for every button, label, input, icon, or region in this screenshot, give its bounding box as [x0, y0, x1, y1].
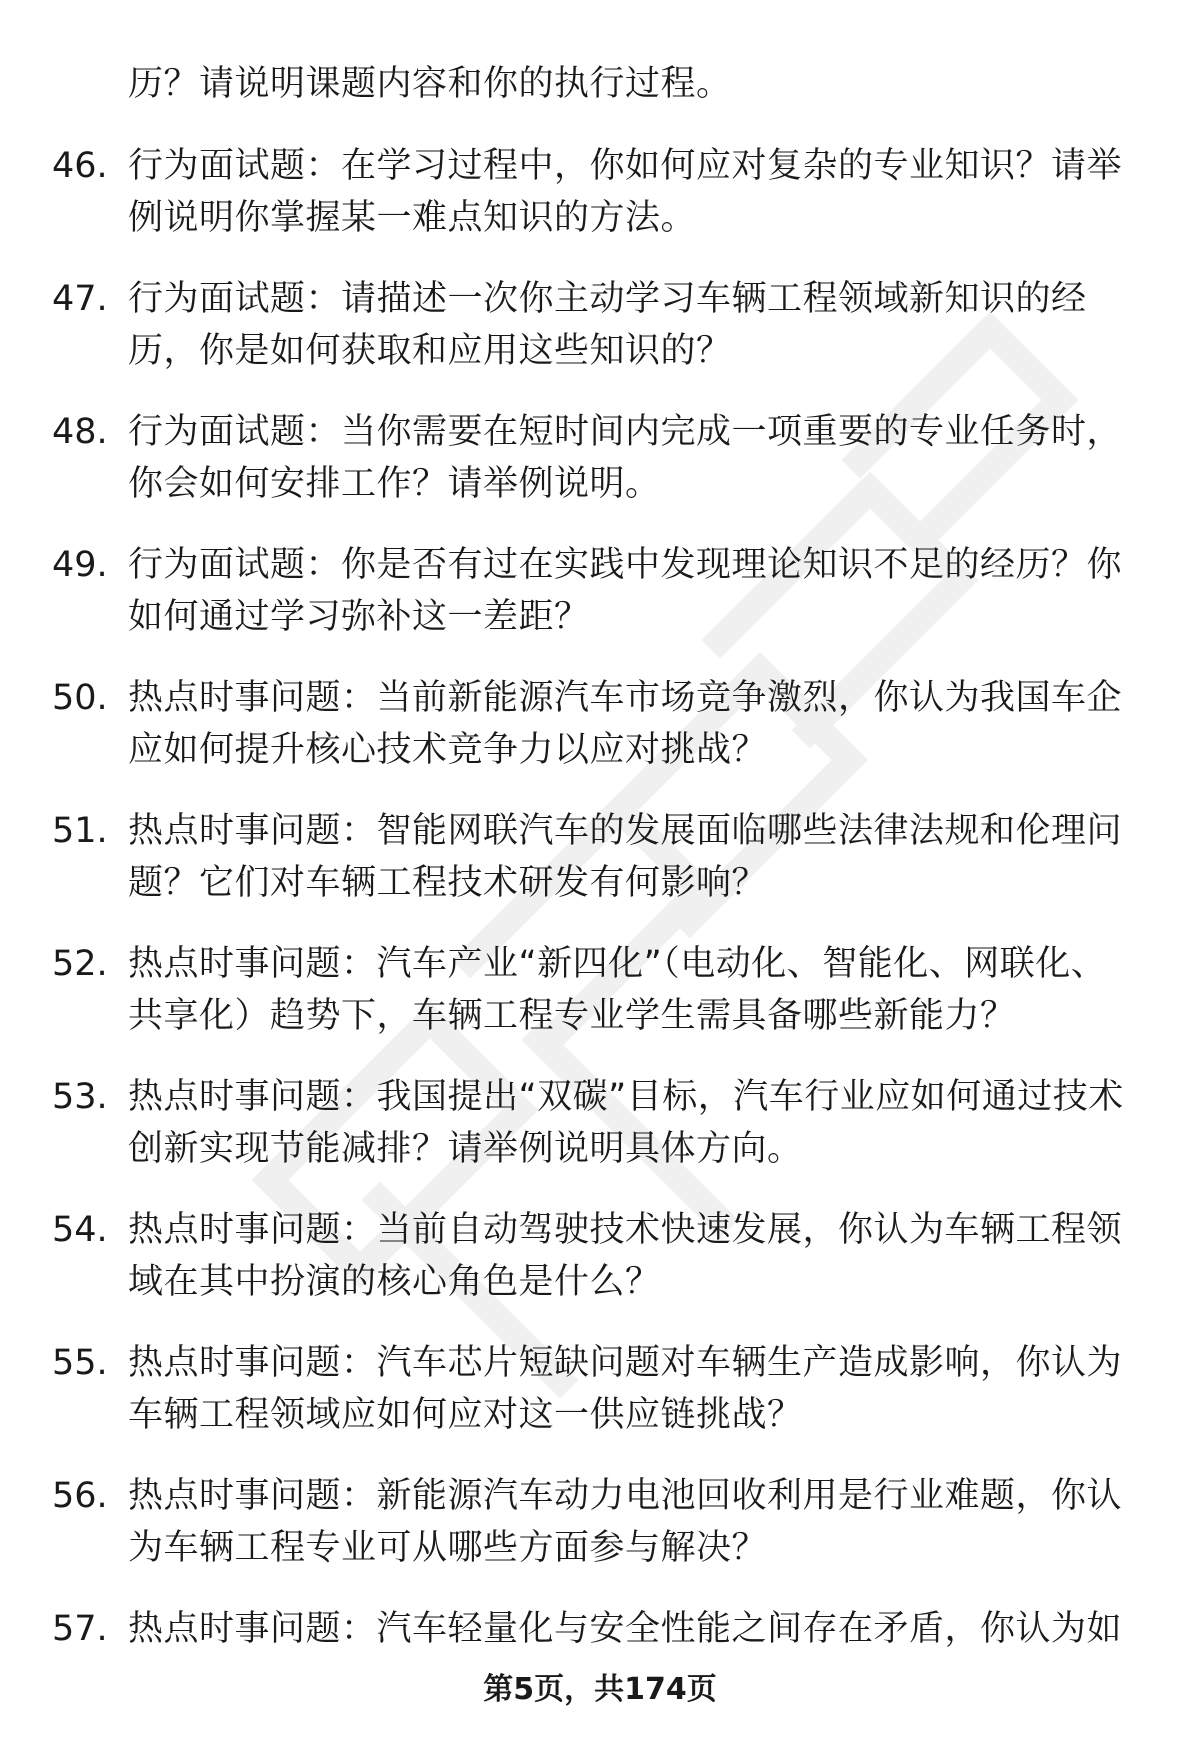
question-item	[0, 672, 1200, 805]
question-text: 热点时事问题：新能源汽车动力电池回收利用是行业难题，你认为车辆工程专业可从哪些方面参与解决？	[128, 1476, 1123, 1568]
question-text: 热点时事问题：当前自动驾驶技术快速发展，你认为车辆工程领域在其中扮演的核心角色是什么？	[128, 1210, 1123, 1302]
question-number: 48.	[52, 412, 108, 452]
question-item	[0, 406, 1200, 539]
question-item	[0, 539, 1200, 672]
question-number: 55.	[52, 1343, 108, 1383]
question-item	[0, 273, 1200, 406]
continuation-text: 历？请说明课题内容和你的执行过程。	[128, 64, 732, 104]
question-item	[0, 140, 1200, 273]
question-text: 热点时事问题：我国提出“双碳”目标，汽车行业应如何通过技术创新实现节能减排？请举例说明具体方向。	[128, 1077, 1124, 1169]
question-item	[0, 938, 1200, 1071]
question-text: 行为面试题：你是否有过在实践中发现理论知识不足的经历？你如何通过学习弥补这一差距？	[128, 545, 1123, 637]
question-text: 行为面试题：请描述一次你主动学习车辆工程领域新知识的经历，你是如何获取和应用这些知识的？	[128, 279, 1087, 371]
question-number: 50.	[52, 678, 108, 718]
question-item	[0, 1337, 1200, 1470]
question-number: 49.	[52, 545, 108, 585]
question-number: 53.	[52, 1077, 108, 1117]
question-number: 52.	[52, 944, 108, 984]
question-number: 46.	[52, 146, 108, 186]
question-item	[0, 1470, 1200, 1603]
page-footer: 第5页，共174页	[483, 1672, 717, 1707]
question-text: 热点时事问题：汽车产业“新四化”（电动化、智能化、网联化、共享化）趋势下，车辆工程专业学生需具备哪些新能力？	[128, 944, 1107, 1036]
question-number: 51.	[52, 811, 108, 851]
question-text: 行为面试题：当你需要在短时间内完成一项重要的专业任务时，你会如何安排工作？请举例说明。	[128, 412, 1123, 504]
question-text: 热点时事问题：汽车芯片短缺问题对车辆生产造成影响，你认为车辆工程领域应如何应对这一供应链挑战？	[128, 1343, 1123, 1435]
question-text: 热点时事问题：汽车轻量化与安全性能之间存在矛盾，你认为如	[128, 1609, 1123, 1649]
question-item	[0, 1071, 1200, 1204]
question-number: 56.	[52, 1476, 108, 1516]
question-text: 热点时事问题：智能网联汽车的发展面临哪些法律法规和伦理问题？它们对车辆工程技术研发有何影响？	[128, 811, 1123, 903]
question-text: 行为面试题：在学习过程中，你如何应对复杂的专业知识？请举例说明你掌握某一难点知识的方法。	[128, 146, 1123, 238]
question-list	[0, 140, 1200, 1736]
question-text: 热点时事问题：当前新能源汽车市场竞争激烈，你认为我国车企应如何提升核心技术竞争力以应对挑战？	[128, 678, 1123, 770]
question-number: 47.	[52, 279, 108, 319]
question-number: 54.	[52, 1210, 108, 1250]
question-number: 57.	[52, 1609, 108, 1649]
question-item	[0, 1204, 1200, 1337]
question-item	[0, 805, 1200, 938]
